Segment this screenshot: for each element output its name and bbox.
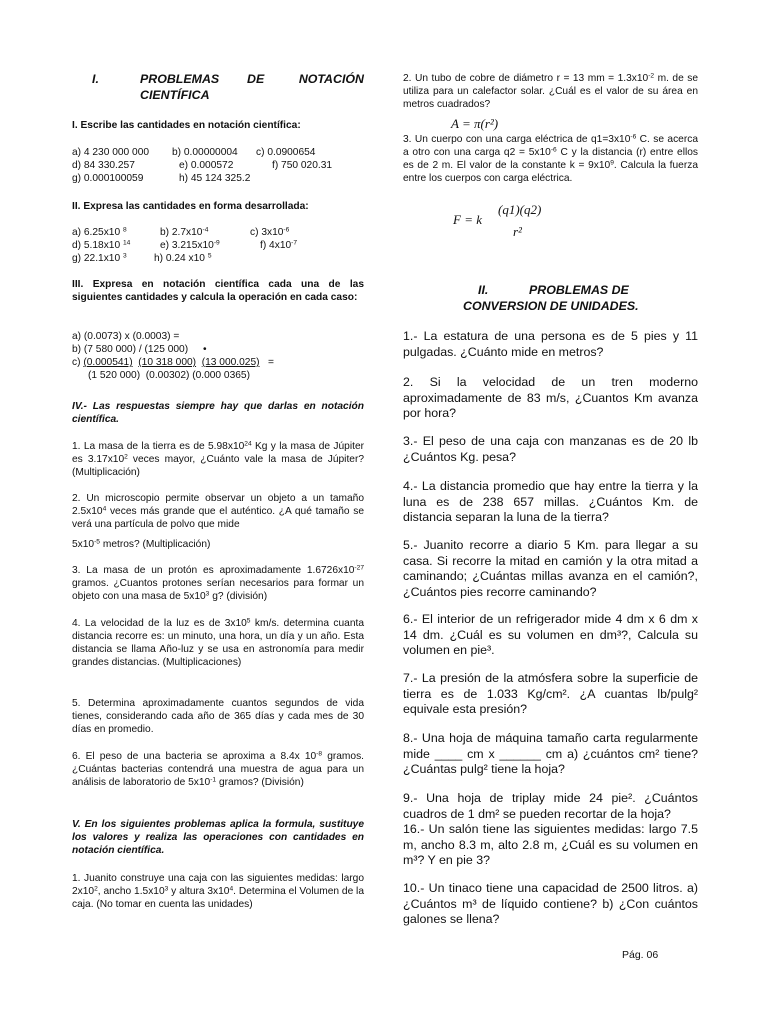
fraction-denominator: (1 520 000) (0.00302) (0.000 0365) <box>88 370 250 381</box>
question-4: 4.- La distancia promedio que hay entre la tierra y la luna es de 238 657 millas. ¿Cuántos Km. de distancia separan la luna de la tierra? <box>403 479 698 524</box>
problem-5-2: 2. Un tubo de cobre de diámetro r = 13 mm = $1.3x10^{-2}$ m. de se utiliza para un calefactor solar. ¿Cuál es el valor de su área en metros cuadrados? <box>403 72 698 110</box>
list-item: c) 0.0900654 <box>256 147 316 158</box>
formula-denominator: r² <box>513 224 522 239</box>
document-page: I. PROBLEMAS DE NOTACIÓN CIENTÍFICA I. Escribe las cantidades en notación científica: a) 4 230 000 000 b) 0.00000004 c) 0.0900654 d) 84 330.257 e) 0.000572 f) 750 020.31 g) 0.000100059 h) 45 124 325.2 II. Expresa las cantidades en forma desarrollada: a) 6.25x10 $^8$ b) $2.7x10^{-4}$ c) $3x10^{-6}$ d) 5.18x10 $^{14}$ e) $3.215x10^{-9}$ f) $4x10^{-7}$ g) 22.1x10 $^3$ h) 0.24 x10 $^5$ III. Expresa en notación científica cada una de las siguientes cantidades y calcula la operación en cada caso: a) (0.0073) x (0.0003) = b) (7 580 000) / (125 000) • c) (0.000541) (10 318 000) (13 000.025) = (1 520 000) (0.00302) (0.000 0365) IV.- Las respuestas siempre hay que darlas en notación científica. 1. La masa de la tierra es de $5.98x10^{24}$ Kg y la masa de Júpiter es $3.17x10^2$ veces mayor, ¿Cuánto vale la masa de Júpiter? (Multiplicación) 2. Un microscopio permite observar un objeto a un tamaño $2.5x10^4$ veces más grande que el auténtico. ¿A qué tamaño se verá una partícula de polvo que mide $5x10^{-5}$ metros? (Multiplicación) 3. La masa de un protón es aproximadamente $1.6726x10^{-27}$ gramos. ¿Cuantos protones serían necesarios para formar un objeto con una masa de $5x10^3$ g? (división) 4. La velocidad de la luz es de $3x10^5$ km/s. determina cuanta distancia recorre es: un minuto, una hora, un día y un año. Esta distancia se llama Año-luz y se usa en astronomía para medir grandes distancias. (Multiplicaciones) 5. Determina aproximadamente cuantos segundos de vida tienes, considerando cada año de 365 días y cada mes de 30 días en promedio. 6. El peso de una bacteria se aproxima a 8.4x $10^{-8}$ gramos. ¿Cuántas bacterias contendrá una muestra de agua para un análisis de laboratorio de $5x10^{-1}$ gramos? (División) V. En los siguientes problemas aplica la formula, sustituye los valores y realiza las operaciones con cantidades en notación científica. 1. Juanito construye una caja con las siguientes medidas: largo $2x10^2$, ancho $1.5x10^3$ y altura $3x10^4$. Determina el Volumen de la caja. (No tomar en cuenta las unidades) 2. Un tubo de cobre de diámetro r = 13 mm = $1.3x10^{-2}$ m. de se utiliza para un calefactor solar. ¿Cuál es el valor de su área en metros cuadrados? A = π(r²) 3. Un cuerpo con una carga eléctrica de $q1=3x10^{-6}$ C. se acerca a otro con una carga $q2 = 5x10^{-6}$ C y la distancia (r) entre ellos es de 2 m. El valor de la constante $k = 9x10^9$. Calcula la fuerza entre los cuerpos con carga eléctrica. F = k (q1)(q2) r² II. PROBLEMAS DE CONVERSION DE UNIDADES. 1.- La estatura de una persona es de 5 pies y 11 pulgadas. ¿Cuánto mide en metros? 2. Si la velocidad de un tren moderno aproximadamente de 83 m/s, ¿Cuantos Km avanza por hora? 3.- El peso de una caja con manzanas es de 20 lb ¿Cuántos Kg. pesa? 4.- La distancia promedio que hay entre la tierra y la luna es de 238 657 millas. ¿Cuántos Km. de distancia separan la luna de la tierra? 5.- Juanito recorre a diario 5 Km. para llegar a su casa. Si recorre la mitad en camión y la otra mitad a caminando; ¿Cuántas millas avanza en el camión?, ¿Cuántos pies recorre caminando? 6.- El interior de un refrigerador mide 4 dm x 6 dm x 14 dm. ¿Cuál es su volumen en dm³?, Calcula su volumen en pie³. 7.- La presión de la atmósfera sobre la superficie de tierra es de 1.033 Kg/cm². ¿A cuantas lb/pulg² equivale esta presión? 8.- Una hoja de máquina tamaño carta regularmente mide ____ cm x ______ cm a) ¿cuántos cm² tiene? ¿Cuántas pulg² tiene la hoja? 9.- Una hoja de triplay mide 24 pie². ¿Cuántos cuadros de 1 dm² se pueden recortar de la hoja? 16.- Un salón tiene las siguientes medidas: largo 7.5 m, ancho 8.3 m, alto 2.8 m, ¿Cuál es su volumen en m³? Y en pie 3? 10.- Un tinaco tiene una capacidad de 2500 litros. a) ¿Cuántos m³ de líquido contiene? b) ¿Con cuántos galones se llena? Pág. 06 <box>72 72 698 961</box>
question-16: 16.- Un salón tiene las siguientes medidas: largo 7.5 m, ancho 8.3 m, alto 2.8 m, ¿Cuál es su volumen en m³? Y en pie 3? <box>403 822 698 867</box>
list-item: b) $2.7x10^{-4}$ <box>160 226 209 238</box>
problem-4-3: 3. La masa de un protón es aproximadamente $1.6726x10^{-27}$ gramos. ¿Cuantos protones serían necesarios para formar un objeto con una masa de $5x10^3$ g? (división) <box>72 564 364 602</box>
problem-4-1: 1. La masa de la tierra es de $5.98x10^{24}$ Kg y la masa de Júpiter es $3.17x10^2$ veces mayor, ¿Cuánto vale la masa de Júpiter? (Multiplicación) <box>72 440 364 478</box>
problem-4-5: 5. Determina aproximadamente cuantos segundos de vida tienes, considerando cada año de 365 días y cada mes de 30 días en promedio. <box>72 698 364 735</box>
question-10: 10.- Un tinaco tiene una capacidad de 2500 litros. a) ¿Cuántos m³ de líquido contiene? b) ¿Con cuántos galones se llena? <box>403 881 698 926</box>
question-3: 3.- El peso de una caja con manzanas es de 20 lb ¿Cuántos Kg. pesa? <box>403 434 698 464</box>
problem-5-1: 1. Juanito construye una caja con las siguientes medidas: largo $2x10^2$, ancho $1.5x10^3$ y altura $3x10^4$. Determina el Volumen de la caja. (No tomar en cuenta las unidades) <box>72 873 364 910</box>
list-item: b) (7 580 000) / (125 000) <box>72 344 189 355</box>
formula-lhs: F = k <box>453 212 482 227</box>
list-item: e) 0.000572 <box>179 160 234 171</box>
list-item: g) 0.000100059 <box>72 173 144 184</box>
list-item: c) (0.000541) (10 318 000) (13 000.025) = <box>72 357 274 368</box>
exercise-list-1 <box>72 146 364 186</box>
question-2: 2. Si la velocidad de un tren moderno aproximadamente de 83 m/s, ¿Cuantos Km avanza por hora? <box>403 375 698 420</box>
question-1: 1.- La estatura de una persona es de 5 pies y 11 pulgadas. ¿Cuánto mide en metros? <box>403 329 698 359</box>
list-item: e) $3.215x10^{-9}$ <box>160 239 220 251</box>
force-formula <box>453 202 563 242</box>
exercise-list-2 <box>72 226 364 266</box>
problem-4-2-cont: $5x10^{-5}$ metros? (Multiplicación) <box>72 538 211 550</box>
exercise-list-3 <box>72 330 364 386</box>
list-item: h) 45 124 325.2 <box>179 173 251 184</box>
list-item: d) 5.18x10 $^{14}$ <box>72 239 131 251</box>
section-heading-1: I. Escribe las cantidades en notación científica: <box>72 120 301 131</box>
list-item: a) 6.25x10 $^8$ <box>72 226 127 238</box>
list-item: a) (0.0073) x (0.0003) = <box>72 331 180 342</box>
list-item: b) 0.00000004 <box>172 147 238 158</box>
page-number: Pág. 06 <box>622 949 659 961</box>
list-item: c) $3x10^{-6}$ <box>250 226 290 238</box>
list-item: f) $4x10^{-7}$ <box>260 239 298 251</box>
section-heading-2: II. Expresa las cantidades en forma desarrollada: <box>72 201 309 212</box>
problem-5-3: 3. Un cuerpo con una carga eléctrica de $q1=3x10^{-6}$ C. se acerca a otro con una carga $q2 = 5x10^{-6}$ C y la distancia (r) entre ellos es de 2 m. El valor de la constante $k = 9x10^9$. Calcula la fuerza entre los cuerpos con carga eléctrica. <box>403 133 698 184</box>
section-heading-5: V. En los siguientes problemas aplica la formula, sustituye los valores y realiza las operaciones con cantidades en notación científica. <box>72 819 364 856</box>
section-heading-3: III. Expresa en notación científica cada una de las siguientes cantidades y calcula la operación en cada caso: <box>72 279 364 303</box>
question-7: 7.- La presión de la atmósfera sobre la superficie de tierra es de 1.033 Kg/cm². ¿A cuantas lb/pulg² equivale esta presión? <box>403 671 698 716</box>
problem-4-4: 4. La velocidad de la luz es de $3x10^5$ km/s. determina cuanta distancia recorre es: un minuto, una hora, un día y un año. Esta distancia se llama Año-luz y se usa en astronomía para medir grandes distancias. (Multiplicaciones) <box>72 617 365 668</box>
question-5: 5.- Juanito recorre a diario 5 Km. para llegar a su casa. Si recorre la mitad en camión y la otra mitad a caminando; ¿Cuántas millas avanza en el camión?, ¿Cuántos pies recorre caminando? <box>403 538 698 599</box>
list-item: f) 750 020.31 <box>272 160 333 171</box>
question-9: 9.- Una hoja de triplay mide 24 pie². ¿Cuántos cuadros de 1 dm² se pueden recortar de la hoja? <box>403 791 698 821</box>
list-item: d) 84 330.257 <box>72 160 135 171</box>
area-formula: A = π(r²) <box>451 116 499 131</box>
question-6: 6.- El interior de un refrigerador mide 4 dm x 6 dm x 14 dm. ¿Cuál es su volumen en dm³?, Calcula su volumen en pie³. <box>403 612 698 657</box>
question-8: 8.- Una hoja de máquina tamaño carta regularmente mide ____ cm x ______ cm a) ¿cuántos cm² tiene? ¿Cuántas pulg² tiene la hoja? <box>403 731 698 776</box>
problem-4-2: 2. Un microscopio permite observar un objeto a un tamaño $2.5x10^4$ veces más grande que el auténtico. ¿A qué tamaño se verá una partícula de polvo que mide <box>72 493 364 530</box>
list-item: h) 0.24 x10 $^5$ <box>154 252 212 264</box>
section-heading-4: IV.- Las respuestas siempre hay que darlas en notación científica. <box>72 401 364 425</box>
formula-numerator: (q1)(q2) <box>498 202 542 217</box>
problem-4-6: 6. El peso de una bacteria se aproxima a 8.4x $10^{-8}$ gramos. ¿Cuántas bacterias contendrá una muestra de agua para un análisis de laboratorio de $5x10^{-1}$ gramos? (División) <box>72 750 364 788</box>
list-item: a) 4 230 000 000 <box>72 147 150 158</box>
list-item: g) 22.1x10 $^3$ <box>72 252 127 264</box>
bullet-mark: • <box>203 344 207 355</box>
